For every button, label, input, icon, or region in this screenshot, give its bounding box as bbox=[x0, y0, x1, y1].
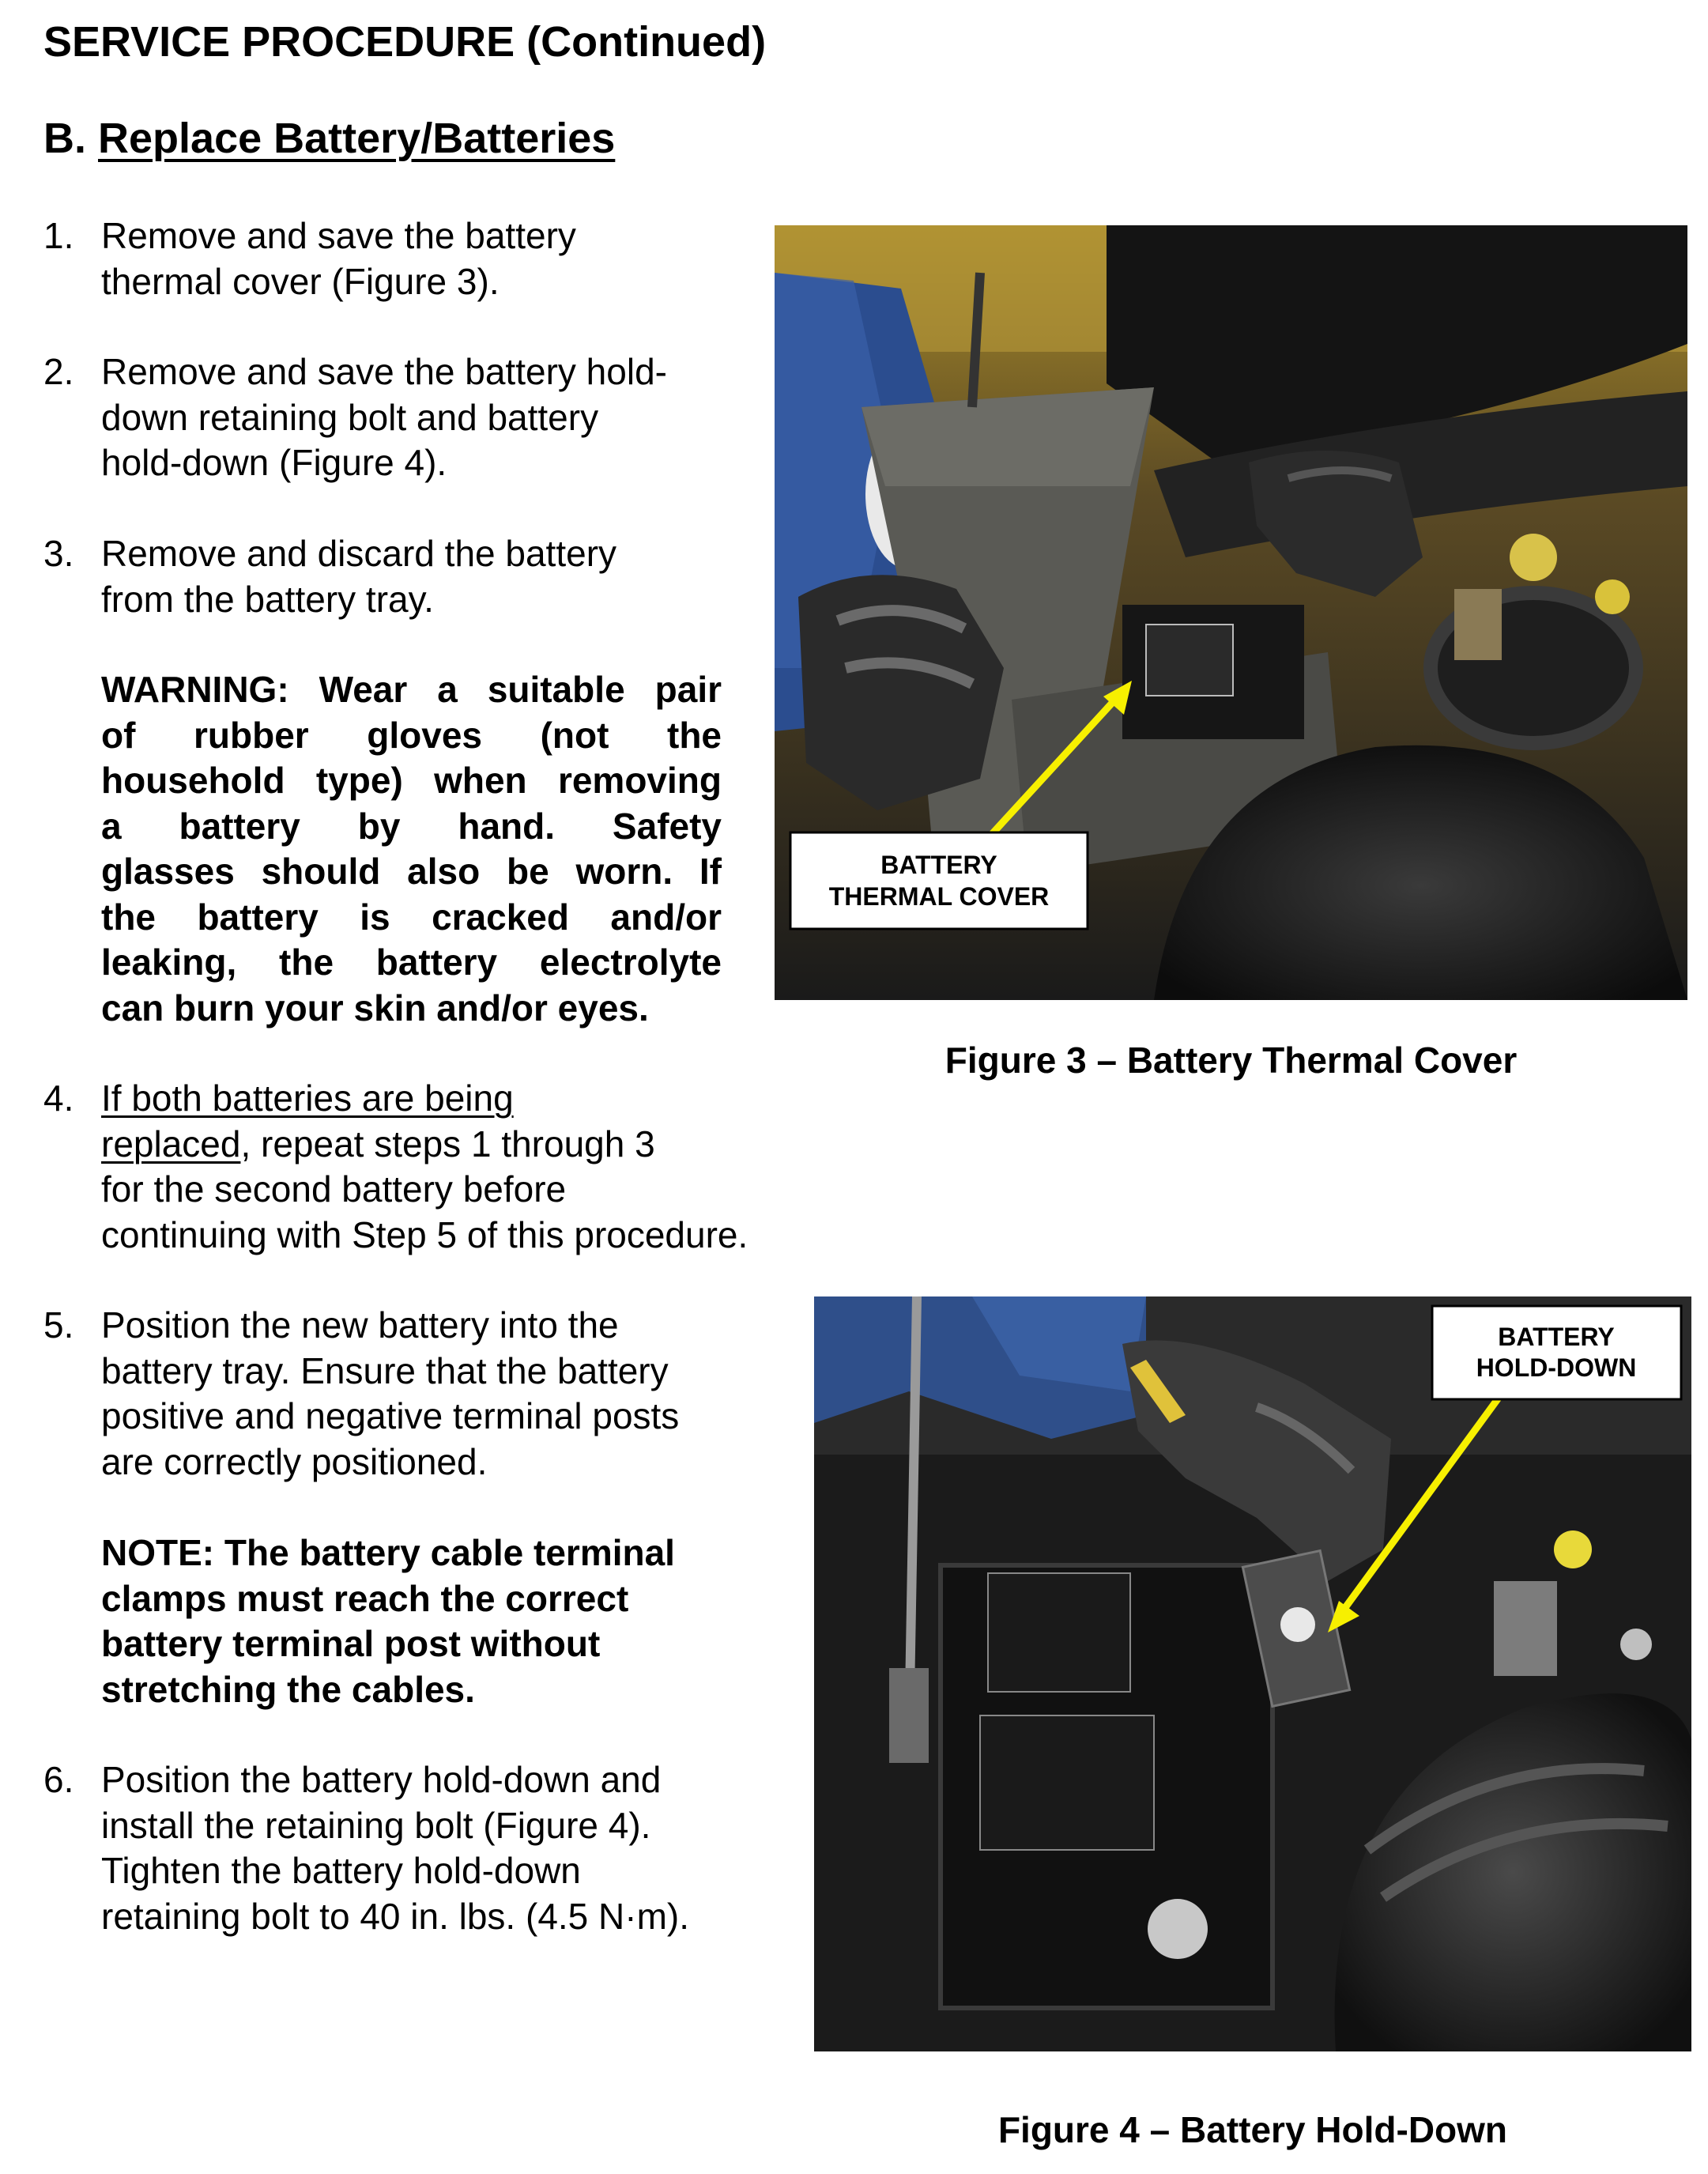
warning-line: a battery by hand. Safety bbox=[101, 805, 722, 847]
step-number: 4. bbox=[43, 1078, 74, 1119]
figure-3-photo bbox=[775, 225, 1687, 1000]
step-line: are correctly positioned. bbox=[101, 1440, 488, 1482]
warning-line: can burn your skin and/or eyes. bbox=[101, 987, 649, 1028]
step-line: down retaining bolt and battery bbox=[101, 396, 599, 438]
step-line: for the second battery before bbox=[101, 1168, 567, 1210]
step-line: continuing with Step 5 of this procedure. bbox=[101, 1213, 748, 1255]
step-number: 3. bbox=[43, 533, 74, 574]
warning-line: household type) when removing bbox=[101, 760, 722, 801]
step-3 bbox=[43, 531, 834, 622]
page-heading: SERVICE PROCEDURE (Continued) bbox=[43, 18, 767, 66]
step-line: hold-down (Figure 4). bbox=[101, 442, 447, 483]
step-2 bbox=[43, 349, 834, 486]
step-line: Position the battery hold-down and bbox=[101, 1759, 662, 1800]
step-line: retaining bolt to 40 in. lbs. (4.5 N·m). bbox=[101, 1895, 689, 1937]
step-emphasis: If both batteries are being bbox=[101, 1078, 514, 1119]
figure-4-photo bbox=[814, 1296, 1691, 2051]
step-line: from the battery tray. bbox=[101, 578, 434, 620]
step-line: Remove and save the battery bbox=[101, 215, 576, 256]
step-line: Remove and save the battery hold- bbox=[101, 351, 667, 392]
warning-line: of rubber gloves (not the bbox=[101, 714, 722, 756]
step-line: positive and negative terminal posts bbox=[101, 1395, 680, 1436]
step-line: thermal cover (Figure 3). bbox=[101, 260, 500, 302]
section-heading bbox=[43, 111, 615, 166]
step-line: Tighten the battery hold-down bbox=[101, 1850, 581, 1891]
step-emphasis: replaced bbox=[101, 1123, 241, 1164]
section-letter: B. bbox=[43, 115, 86, 162]
step-line: battery tray. Ensure that the battery bbox=[101, 1349, 669, 1391]
battery-terminal bbox=[1148, 1899, 1208, 1959]
step-number: 2. bbox=[43, 351, 74, 392]
step-number: 1. bbox=[43, 215, 74, 256]
step-number: 6. bbox=[43, 1759, 74, 1800]
figure-4-label-line: HOLD-DOWN bbox=[1476, 1353, 1637, 1382]
step-4 bbox=[43, 1076, 834, 1258]
warning-line: WARNING: Wear a suitable pair bbox=[101, 669, 722, 710]
note-line: battery terminal post without bbox=[101, 1623, 601, 1664]
note-line: clamps must reach the correct bbox=[101, 1577, 629, 1619]
note-callout bbox=[101, 1530, 722, 1712]
step-5 bbox=[43, 1303, 834, 1485]
step-line: Remove and discard the battery bbox=[101, 533, 617, 574]
step-1 bbox=[43, 213, 834, 304]
figure-4-caption: Figure 4 – Battery Hold-Down bbox=[997, 2109, 1508, 2150]
section-title: Replace Battery/Batteries bbox=[98, 115, 616, 162]
note-line: NOTE: The battery cable terminal bbox=[101, 1532, 675, 1573]
step-line: install the retaining bolt (Figure 4). bbox=[101, 1804, 651, 1846]
note-line: stretching the cables. bbox=[101, 1668, 475, 1710]
warning-line: leaking, the battery electrolyte bbox=[101, 942, 722, 983]
warning-line: the battery is cracked and/or bbox=[101, 896, 722, 938]
figure-4-label-line: BATTERY bbox=[1498, 1323, 1615, 1351]
figure-3-label-line: THERMAL COVER bbox=[828, 882, 1050, 911]
step-line: Position the new battery into the bbox=[101, 1304, 619, 1346]
step-line: , repeat steps 1 through 3 bbox=[240, 1123, 655, 1164]
warning-line: glasses should also be worn. If bbox=[101, 851, 722, 892]
warning-callout bbox=[101, 667, 722, 1031]
figure-3-label-line: BATTERY bbox=[880, 851, 997, 879]
step-number: 5. bbox=[43, 1304, 74, 1346]
figure-3-caption: Figure 3 – Battery Thermal Cover bbox=[944, 1040, 1518, 1081]
step-6 bbox=[43, 1757, 834, 1939]
